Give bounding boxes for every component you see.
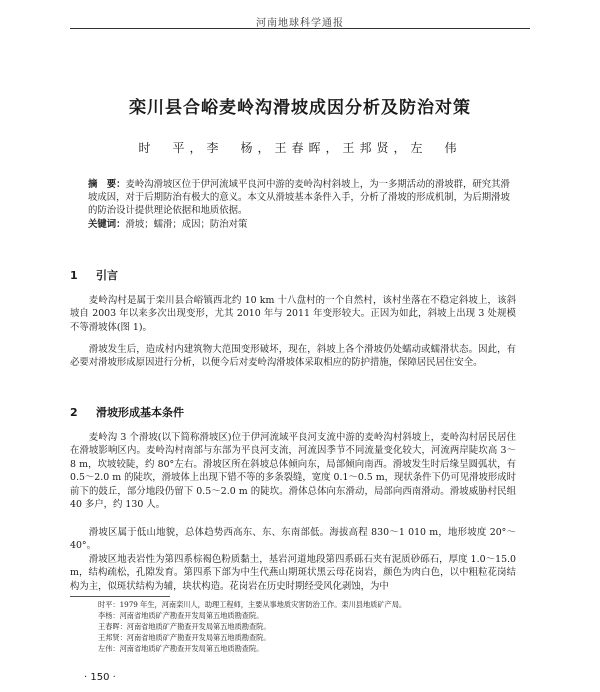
page-number: · 150 · <box>84 672 116 683</box>
author-list: 时 平，李 杨，王春晖，王邦贤，左 伟 <box>138 141 462 155</box>
keywords-text: 滑坡；蠕滑；成因；防治对策 <box>125 219 248 230</box>
abstract <box>88 178 516 231</box>
keywords-label: 关键词： <box>88 219 126 230</box>
footnote: 时平：1979 年生，河南栾川人，助理工程师，主要从事地质灾害防治工作。栾川县地质矿产局。 <box>98 600 407 609</box>
footnote-divider <box>70 596 170 597</box>
section-number: 2 <box>70 406 78 419</box>
abstract-body <box>88 178 516 217</box>
footnote: 王春晖：河南省地质矿产勘查开发局第五地质勘查院。 <box>98 622 271 631</box>
abstract-label: 摘 要： <box>88 179 126 190</box>
section-title: 滑坡形成基本条件 <box>96 406 184 419</box>
section-number: 1 <box>70 269 78 282</box>
section-heading-2 <box>70 404 184 420</box>
section-heading-1 <box>70 267 118 283</box>
section-title: 引言 <box>96 269 118 282</box>
paragraph-1-2: 滑坡发生后，造成村内建筑物大范围变形破坏，现在，斜坡上各个滑坡仍处蠕动或蠕滑状态。因此，有必要对滑坡形成原因进行分析，以便今后对麦岭沟滑坡体采取相应的防护措施，保障居民居住安全。 <box>70 344 516 369</box>
footnote: 左伟：河南省地质矿产勘查开发局第五地质勘查院。 <box>98 644 264 653</box>
paragraph-2-3: 滑坡区地表岩性为第四系棕褐色粉质黏土，基岩河道地段第四系砾石夹有泥质砂砾石，厚度 1.0～15.0 m，结构疏松，孔隙发育。第四系下部为中生代燕山期斑状黑云母花岗岩，颜色为肉白色，以中粗粒花岗结构为主，似斑状结构为辅，块状构造。花岗岩在历史时期经受风化剥蚀，为中 <box>70 554 516 592</box>
abstract-text: 麦岭沟滑坡区位于伊河流域平良河中游的麦岭沟村斜坡上，为一多期活动的滑坡群，研究其滑坡成因，对于后期防治有极大的意义。本文从滑坡基本条件入手，分析了滑坡的形成机制，为后期滑坡的防治设计提供理论依据和地质依据。 <box>88 179 510 216</box>
paragraph-2-2: 滑坡区属于低山地貌，总体趋势西高东、东、东南部低。海拔高程 830～1 010 m，地形坡度 20°～40°。 <box>70 527 516 552</box>
paragraph-2-1: 麦岭沟 3 个滑坡(以下简称滑坡区)位于伊河流域平良河支流中游的麦岭沟村斜坡上，麦岭沟村居民居住在滑坡影响区内。麦岭沟村南部与东部为平良河支流，河流因季节不同流量变化较大，河流两岸陡坎高 3～8 m，坎坡较陡，约 80°左右。滑坡区所在斜坡总体倾向东，局部倾向南西。滑坡发生时后缘呈圆弧状，有 0.5～2.0 m 的陡坎，滑坡体上出现下错不等的多条裂缝，宽度 0.1～0.5 m，现状条件下仍可见滑坡形成时前下的鼓丘，部分地段仍留下 0.5～2.0 m 的陡坎。滑体总体向东滑动，局部向西南滑动。滑坡威胁村民组 40 多户，约 130 人。 <box>70 432 516 511</box>
paragraph-1-1: 麦岭沟村是属于栾川县合峪镇西北约 10 km 十八盘村的一个自然村，该村坐落在不稳定斜坡上，该斜坡自 2003 年以来多次出现变形，尤其 2010 年与 2011 年变形较大。正因为如此，斜坡上出现 3 处规模不等滑坡体(图 1)。 <box>70 295 516 333</box>
footnote: 李杨：河南省地质矿产勘查开发局第五地质勘查院。 <box>98 611 264 620</box>
footnotes <box>98 599 516 654</box>
article-title: 栾川县合峪麦岭沟滑坡成因分析及防治对策 <box>129 98 471 118</box>
keywords <box>88 218 516 231</box>
running-header: 河南地球科学通报 <box>70 14 530 29</box>
footnote: 王邦贤：河南省地质矿产勘查开发局第五地质勘查院。 <box>98 633 271 642</box>
